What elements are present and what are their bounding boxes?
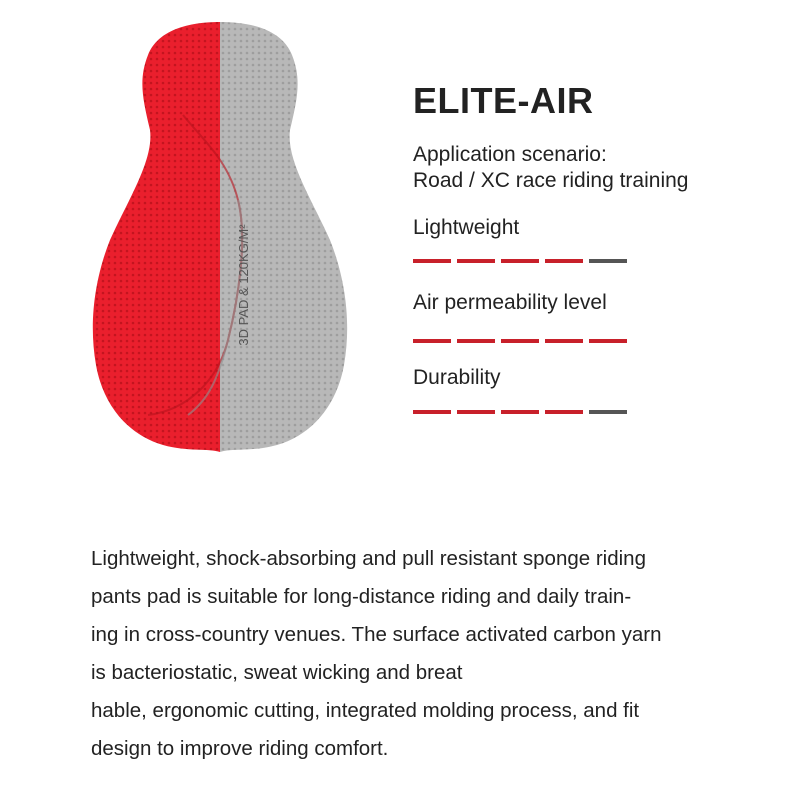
description-line: hable, ergonomic cutting, integrated molding process, and fit bbox=[91, 699, 640, 722]
description-line: ing in cross-country venues. The surface activated carbon yarn bbox=[91, 623, 662, 646]
pad-image bbox=[88, 20, 388, 470]
rating-label-lightweight: Lightweight bbox=[413, 216, 520, 239]
rating-bar-durability bbox=[413, 410, 627, 414]
rating-segment-filled bbox=[457, 259, 495, 263]
rating-segment-filled bbox=[545, 259, 583, 263]
rating-segment-empty bbox=[589, 410, 627, 414]
description-line: is bacteriostatic, sweat wicking and breat bbox=[91, 661, 463, 684]
rating-segment-filled bbox=[545, 410, 583, 414]
chamois-pad-illustration bbox=[88, 20, 388, 470]
description-line: pants pad is suitable for long-distance riding and daily train- bbox=[91, 585, 632, 608]
product-title: ELITE-AIR bbox=[413, 80, 594, 121]
rating-segment-filled bbox=[501, 259, 539, 263]
rating-label-air-permeability: Air permeability level bbox=[413, 291, 607, 314]
rating-segment-filled bbox=[501, 339, 539, 343]
rating-segment-filled bbox=[457, 339, 495, 343]
product-description bbox=[91, 540, 731, 768]
pad-print-text: 3D PAD & 120KG/M² bbox=[236, 224, 251, 346]
rating-bar-lightweight bbox=[413, 259, 627, 263]
rating-segment-filled bbox=[545, 339, 583, 343]
rating-segment-filled bbox=[413, 259, 451, 263]
rating-segment-filled bbox=[501, 410, 539, 414]
scenario-label: Application scenario: bbox=[413, 143, 607, 166]
rating-bar-air-permeability bbox=[413, 339, 627, 343]
description-line: design to improve riding comfort. bbox=[91, 737, 389, 760]
rating-segment-filled bbox=[457, 410, 495, 414]
scenario-value: Road / XC race riding training bbox=[413, 169, 689, 192]
rating-segment-filled bbox=[413, 410, 451, 414]
description-line: Lightweight, shock-absorbing and pull resistant sponge riding bbox=[91, 547, 646, 570]
rating-label-durability: Durability bbox=[413, 366, 501, 389]
application-scenario bbox=[413, 142, 688, 194]
rating-segment-empty bbox=[589, 259, 627, 263]
rating-segment-filled bbox=[589, 339, 627, 343]
rating-segment-filled bbox=[413, 339, 451, 343]
